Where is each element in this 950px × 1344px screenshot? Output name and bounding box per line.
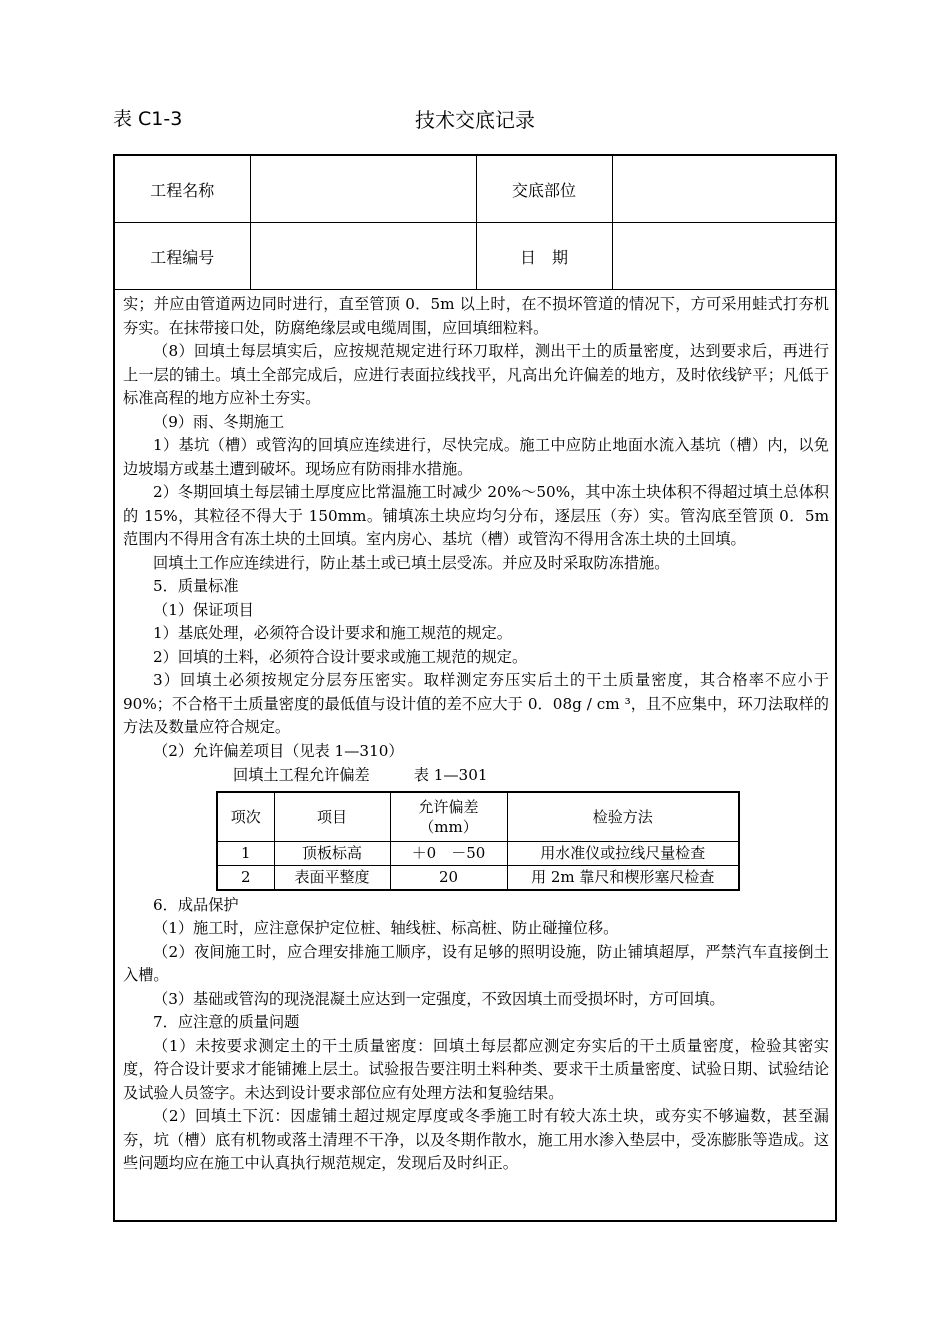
deviation-table xyxy=(216,791,740,891)
form-code: 表 C1-3 xyxy=(113,108,183,130)
table-cell: ＋0 －50 xyxy=(390,841,507,865)
column-header: 允许偏差 （mm） xyxy=(390,792,507,842)
paragraph: 2）回填的土料，必须符合设计要求或施工规范的规定。 xyxy=(153,647,528,666)
page-title: 技术交底记录 xyxy=(415,108,535,132)
table-cell: 用 2m 靠尺和楔形塞尺检查 xyxy=(507,865,739,890)
section-heading: （1）保证项目 xyxy=(153,600,254,619)
header-table xyxy=(115,156,835,290)
paragraph: （2）回填土下沉：因虚铺土超过规定厚度或冬季施工时有较大冻土块，或夯实不够遍数，甚至漏夯，坑（槽）底有机物或落土清理不干净，以及冬期作散水，施工用水渗入垫层中，受冻膨胀等造成。这些问题均应在施工中认真执行规范规定，发现后及时纠正。 xyxy=(123,1107,829,1172)
table-cell: 20 xyxy=(390,865,507,890)
project-name-label: 工程名称 xyxy=(115,156,250,223)
project-no-label: 工程编号 xyxy=(115,223,250,290)
paragraph: 实；并应由管道两边同时进行，直至管顶 0．5m 以上时，在不损坏管道的情况下，方可采用蛙式打夯机夯实。在抹带接口处，防腐绝缘层或电缆周围，应回填细粒料。 xyxy=(123,295,829,337)
paragraph: 2）冬期回填土每层铺土厚度应比常温施工时减少 20%～50%，其中冻土块体积不得超过填土总体积的 15%，其粒径不得大于 150mm。铺填冻土块应均匀分布，逐层压（夯）实。管沟底至管顶 0．5m 范围内不得用含有冻土块的土回填。室内房心、基坑（槽）或管沟不得用含冻土块的土回填。 xyxy=(123,483,829,548)
paragraph: （8）回填土每层填实后，应按规范规定进行环刀取样，测出干土的质量密度，达到要求后，再进行上一层的铺土。填土全部完成后，应进行表面拉线找平，凡高出允许偏差的地方，及时依线铲平；凡低于标准高程的地方应补土夯实。 xyxy=(123,342,829,407)
form-frame xyxy=(113,154,837,1222)
disclosure-content xyxy=(123,293,829,1176)
paragraph: （3）基础或管沟的现浇混凝土应达到一定强度，不致因填土而受损坏时，方可回填。 xyxy=(153,989,725,1008)
table-cell: 2 xyxy=(217,865,274,890)
date-label: 日 期 xyxy=(476,223,612,290)
project-name-field[interactable] xyxy=(250,156,476,223)
section-heading: 7．应注意的质量问题 xyxy=(153,1013,300,1031)
table-cell: 表面平整度 xyxy=(274,865,390,890)
table-cell: 用水准仪或拉线尺量检查 xyxy=(507,841,739,865)
paragraph: （2）夜间施工时，应合理安排施工顺序，设有足够的照明设施，防止铺填超厚，严禁汽车直接倒土入槽。 xyxy=(123,942,829,984)
paragraph: （1）施工时，应注意保护定位桩、轴线桩、标高桩、防止碰撞位移。 xyxy=(153,919,619,937)
table-row xyxy=(217,865,739,890)
section-heading: （2）允许偏差项目（见表 1—310） xyxy=(153,741,404,760)
table-caption-number: 表 1—301 xyxy=(413,766,488,784)
paragraph: 3）回填土必须按规定分层夯压密实。取样测定夯压实后土的干土质量密度，其合格率不应小于 90%；不合格干土质量密度的最低值与设计值的差不应大于 0．08g / cm ³，且不应集中，环刀法取样的方法及数量应符合规定。 xyxy=(123,671,829,736)
paragraph: 1）基底处理，必须符合设计要求和施工规范的规定。 xyxy=(153,624,512,642)
section-heading: （9）雨、冬期施工 xyxy=(153,412,285,431)
table-cell: 1 xyxy=(217,841,274,865)
table-caption xyxy=(233,764,829,788)
project-no-field[interactable] xyxy=(250,223,476,290)
paragraph: （1）未按要求测定土的干土质量密度：回填土每层都应测定夯实后的干土质量密度，检验其密实度，符合设计要求才能铺摊上层土。试验报告要注明土料种类、要求干土质量密度、试验日期、试验结论及试验人员签字。未达到设计要求部位应有处理方法和复验结果。 xyxy=(123,1036,829,1102)
table-row xyxy=(217,841,739,865)
paragraph: 回填土工作应连续进行，防止基土或已填土层受冻。并应及时采取防冻措施。 xyxy=(153,553,670,572)
section-heading: 6．成品保护 xyxy=(153,895,239,914)
part-field[interactable] xyxy=(612,156,835,223)
table-caption-title: 回填土工程允许偏差 xyxy=(233,766,370,784)
table-cell: 顶板标高 xyxy=(274,841,390,865)
column-header: 项目 xyxy=(274,792,390,842)
column-header: 项次 xyxy=(217,792,274,842)
column-header: 检验方法 xyxy=(507,792,739,842)
section-heading: 5．质量标准 xyxy=(153,577,239,595)
date-field[interactable] xyxy=(612,223,835,290)
part-label: 交底部位 xyxy=(476,156,612,223)
paragraph: 1）基坑（槽）或管沟的回填应连续进行，尽快完成。施工中应防止地面水流入基坑（槽）内，以免边坡塌方或基土遭到破坏。现场应有防雨排水措施。 xyxy=(123,436,829,478)
